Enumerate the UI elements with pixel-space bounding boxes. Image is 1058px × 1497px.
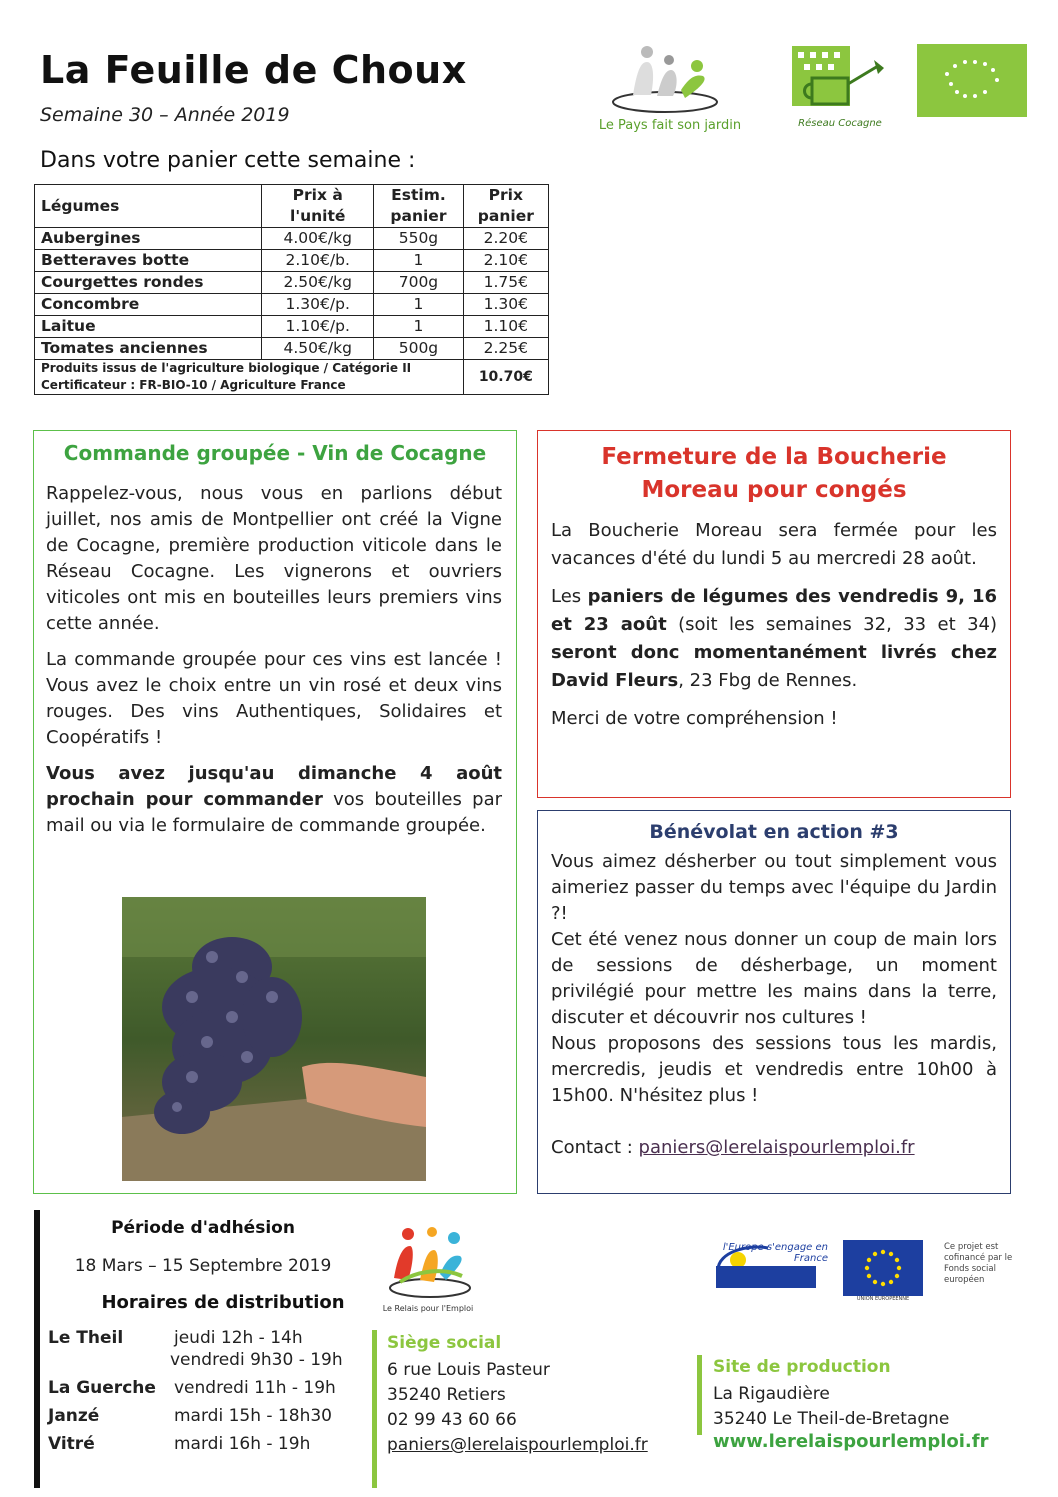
schedule-city: La Guerche <box>48 1378 156 1398</box>
benevolat-paragraph-3: Nous proposons des sessions tous les mardis, mercredis, jeudis et vendredis entre 10h00 à 15h00. N'hésitez plus ! <box>551 1033 997 1106</box>
schedule-hours: mardi 15h - 18h30 <box>174 1406 332 1426</box>
eu-cofinancing-text: Ce projet est cofinancé par le Fonds social européen <box>944 1242 1013 1285</box>
periode-dates: 18 Mars – 15 Septembre 2019 <box>74 1256 332 1276</box>
benevolat-paragraph-2: Cet été venez nous donner un coup de main lors de sessions de désherbage, un moment privilégié pour mettre les mains dans la terre, discuter et découvrir nos cultures ! <box>551 929 997 1028</box>
schedule-hours: jeudi 12h - 14h <box>174 1328 303 1348</box>
siege-accent-bar <box>372 1330 377 1488</box>
reseau-cocagne-logo <box>790 44 890 139</box>
site-title: Site de production <box>713 1357 891 1377</box>
boucherie-address: , 23 Fbg de Rennes. <box>678 670 858 691</box>
table-row <box>35 338 549 360</box>
basket-total: 10.70€ <box>463 360 548 395</box>
siege-street: 6 rue Louis Pasteur <box>387 1360 550 1380</box>
table-header-row <box>35 185 549 228</box>
veg-estimate: 1 <box>374 316 463 338</box>
horaires-title: Horaires de distribution <box>101 1292 345 1313</box>
site-accent-bar <box>697 1355 702 1435</box>
veg-name: Concombre <box>35 294 262 316</box>
veg-name: Laitue <box>35 316 262 338</box>
siege-title: Siège social <box>387 1333 502 1353</box>
pays-jardin-caption: Le Pays fait son jardin <box>598 118 742 133</box>
europe-sengage-logo <box>708 1240 828 1302</box>
page-title: La Feuille de Choux <box>40 48 467 92</box>
veg-estimate: 550g <box>374 228 463 250</box>
boucherie-weeks: (soit les semaines 32, 33 et 34) <box>666 614 997 635</box>
eu-organic-logo <box>917 44 1027 117</box>
grapes-image-icon <box>122 897 426 1181</box>
wine-paragraph-1: Rappelez-vous, nous vous en parlions début juillet, nos amis de Montpellier ont créé la Vigne de Cocagne, première production viticole dans le Réseau Cocagne. Les vignerons et ouvriers viticoles ont mis en bouteilles leurs premiers vins cette année. <box>46 483 502 634</box>
boucherie-paragraph-2 <box>551 583 997 695</box>
boucherie-title-line-1: Fermeture de la Boucherie <box>601 444 947 470</box>
eu-flag <box>843 1240 923 1296</box>
veg-estimate: 1 <box>374 294 463 316</box>
veg-estimate: 700g <box>374 272 463 294</box>
benevolat-box-title: Bénévolat en action #3 <box>649 821 899 843</box>
siege-city: 35240 Retiers <box>387 1385 506 1405</box>
reseau-cocagne-caption: Réseau Cocagne <box>798 118 882 129</box>
veg-price: 2.20€ <box>463 228 548 250</box>
benevolat-contact <box>551 1135 997 1161</box>
table-footer-row <box>35 360 549 395</box>
schedule-hours: vendredi 9h30 - 19h <box>170 1350 343 1370</box>
eu-caption: UNION EUROPÉENNE <box>856 1296 910 1302</box>
table-row <box>35 316 549 338</box>
boucherie-closure-box <box>537 430 1011 798</box>
veg-unit-price: 2.50€/kg <box>262 272 374 294</box>
wine-order-instructions: vos bouteilles par mail ou via le formulaire de commande groupée. <box>46 789 503 836</box>
veg-price: 2.10€ <box>463 250 548 272</box>
siege-phone: 02 99 43 60 66 <box>387 1410 517 1430</box>
distribution-schedule <box>48 1328 368 1488</box>
wine-box-title: Commande groupée - Vin de Cocagne <box>63 441 487 465</box>
table-row <box>35 294 549 316</box>
europe-sengage-text: l'Europe s'engage en France <box>722 1242 828 1264</box>
periode-title: Période d'adhésion <box>111 1218 295 1238</box>
veg-name: Courgettes rondes <box>35 272 262 294</box>
schedule-city: Le Theil <box>48 1328 124 1348</box>
schedule-hours: mardi 16h - 19h <box>174 1434 311 1454</box>
wine-box-body <box>46 481 502 849</box>
veg-price: 1.75€ <box>463 272 548 294</box>
schedule-city: Janzé <box>48 1406 100 1426</box>
veg-price: 1.10€ <box>463 316 548 338</box>
veg-estimate: 1 <box>374 250 463 272</box>
boucherie-title-line-2: Moreau pour congés <box>641 477 907 503</box>
watering-can-icon <box>790 44 890 116</box>
site-place: La Rigaudière <box>713 1384 830 1404</box>
header-legumes: Légumes <box>35 185 262 228</box>
relais-people-icon <box>378 1222 478 1304</box>
organic-leaf-icon <box>917 44 1027 117</box>
veg-unit-price: 1.30€/p. <box>262 294 374 316</box>
pays-jardin-icon <box>585 40 755 120</box>
benevolat-paragraph-1: Vous aimez désherber ou tout simplement vous aimeriez passer du temps avec l'équipe du Jardin ?! <box>551 851 997 924</box>
table-row <box>35 228 549 250</box>
boucherie-box-body <box>551 517 997 743</box>
schedule-hours: vendredi 11h - 19h <box>174 1378 336 1398</box>
benevolat-box-body <box>551 849 997 1161</box>
pays-jardin-logo <box>585 40 755 140</box>
basket-table <box>34 184 549 395</box>
contact-label: Contact : <box>551 1137 639 1158</box>
header-prix-unite: Prix à l'unité <box>262 185 374 228</box>
boucherie-box-title <box>538 441 1010 507</box>
benevolat-box <box>537 810 1011 1194</box>
site-city: 35240 Le Theil-de-Bretagne <box>713 1409 950 1429</box>
relais-emploi-logo <box>378 1222 478 1326</box>
wine-paragraph-2: La commande groupée pour ces vins est lancée ! Vous avez le choix entre un vin rosé et deux vins rouges. Des vins Authentiques, Solidaires et Coopératifs ! <box>46 649 502 748</box>
certification-note <box>35 360 464 395</box>
basket-heading: Dans votre panier cette semaine : <box>40 148 416 173</box>
boucherie-dates: paniers de légumes des vendredis 9, 16 et 23 août <box>551 586 997 635</box>
veg-estimate: 500g <box>374 338 463 360</box>
header-prix-panier: Prix panier <box>463 185 548 228</box>
certification-line-1: Produits issus de l'agriculture biologique / Catégorie II <box>41 361 412 375</box>
veg-name: Tomates anciennes <box>35 338 262 360</box>
veg-unit-price: 4.50€/kg <box>262 338 374 360</box>
relais-emploi-caption: Le Relais pour l'Emploi <box>382 1304 474 1313</box>
eu-stars-icon <box>843 1240 923 1296</box>
veg-unit-price: 1.10€/p. <box>262 316 374 338</box>
boucherie-text: Les <box>551 586 588 607</box>
veg-name: Betteraves botte <box>35 250 262 272</box>
wine-paragraph-3 <box>46 761 502 839</box>
contact-email-link[interactable]: paniers@lerelaispourlemploi.fr <box>638 1137 915 1158</box>
veg-name: Aubergines <box>35 228 262 250</box>
boucherie-paragraph-3: Merci de votre compréhension ! <box>551 708 838 729</box>
wine-deadline: Vous avez jusqu'au dimanche 4 août prochain pour commander <box>46 763 502 810</box>
issue-subtitle: Semaine 30 – Année 2019 <box>40 104 290 126</box>
siege-address <box>387 1358 648 1458</box>
table-row <box>35 272 549 294</box>
certification-line-2: Certificateur : FR-BIO-10 / Agriculture France <box>41 378 346 392</box>
header-estim-panier: Estim. panier <box>374 185 463 228</box>
veg-unit-price: 2.10€/b. <box>262 250 374 272</box>
veg-unit-price: 4.00€/kg <box>262 228 374 250</box>
schedule-city: Vitré <box>48 1434 95 1454</box>
table-row <box>35 250 549 272</box>
left-divider-bar <box>34 1210 40 1488</box>
website-link[interactable]: www.lerelaispourlemploi.fr <box>713 1431 989 1452</box>
veg-price: 2.25€ <box>463 338 548 360</box>
site-address <box>713 1382 949 1432</box>
veg-price: 1.30€ <box>463 294 548 316</box>
grapes-photo <box>122 897 426 1181</box>
siege-email-link[interactable]: paniers@lerelaispourlemploi.fr <box>387 1435 648 1455</box>
boucherie-pickup-place: seront donc momentanément livrés chez David Fleurs <box>551 642 997 691</box>
boucherie-paragraph-1: La Boucherie Moreau sera fermée pour les vacances d'été du lundi 5 au mercredi 28 août. <box>551 520 997 569</box>
